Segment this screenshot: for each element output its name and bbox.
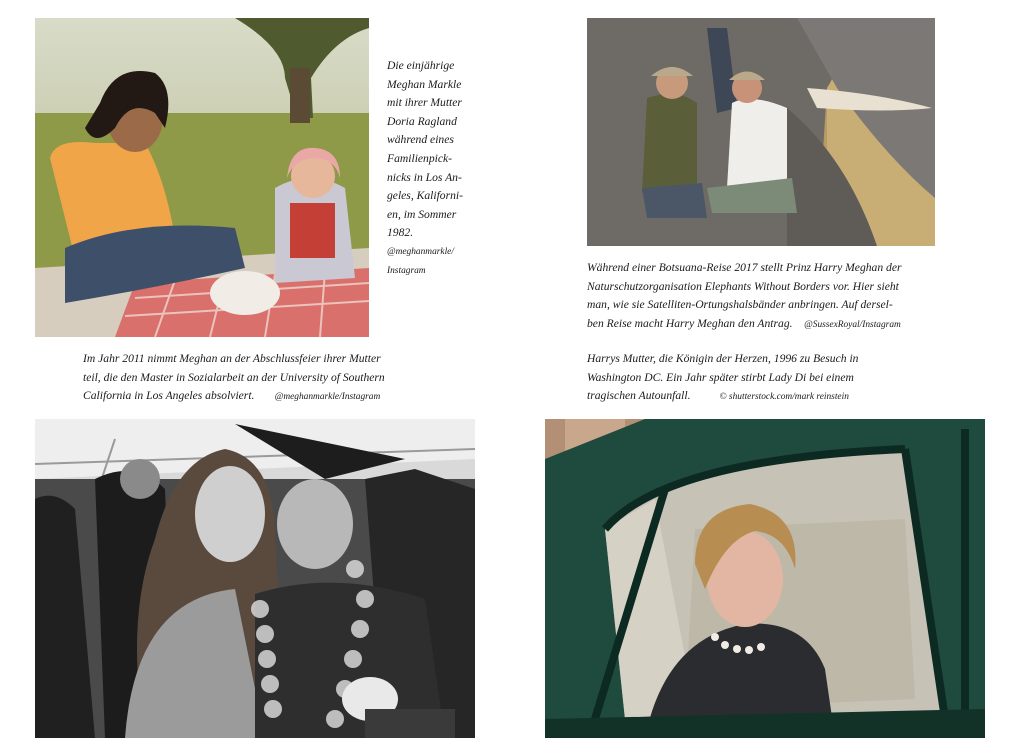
graduation-photo [35,419,475,738]
photo-credit: @meghanmarkle/Instagram [274,392,381,403]
caption-line: Doria Ragland [387,114,457,128]
caption-line [83,387,433,407]
caption-line: mit ihrer Mutter [387,96,462,110]
caption-line: Harrys Mutter, die Königin der Herzen, 1996 zu Besuch in [587,352,859,365]
caption-text: ben Reise macht Harry Meghan den Antrag. [587,316,793,330]
caption-line: en, im Sommer [387,207,457,221]
caption-line: während eines [387,133,454,147]
caption-line: Naturschutzorganisation Elephants Without Borders vor. Hier sieht [587,279,899,293]
caption-line: geles, Kaliforni- [387,189,463,203]
diana-photo [545,419,985,738]
graduation-caption [83,350,433,407]
photo-credit: @meghanmarkle/ [387,246,454,257]
caption-line: nicks in Los An- [387,170,462,184]
caption-text: tragischen Autounfall. [587,389,691,403]
diana-caption [587,350,917,407]
caption-line: Im Jahr 2011 nimmt Meghan an der Abschlussfeier ihrer Mutter [83,352,381,365]
photo-credit: Instagram [387,265,426,276]
caption-line: man, wie sie Satelliten-Ortungshalsbänder anbringen. Auf dersel- [587,298,893,312]
caption-line: Washington DC. Ein Jahr später stirbt Lady Di bei einem [587,370,854,384]
caption-line: Meghan Markle [387,77,462,91]
picnic-photo [35,18,369,337]
caption-line: teil, die den Master in Sozialarbeit an der University of Southern [83,370,385,384]
caption-line: Die einjährige [387,59,455,72]
caption-line [587,315,947,335]
caption-text: California in Los Angeles absolviert. [83,389,255,403]
photo-credit: © shutterstock.com/mark reinstein [719,392,849,403]
photo-credit: @SussexRoyal/Instagram [804,319,901,330]
elephant-caption [587,259,947,334]
caption-line [587,387,917,407]
caption-line: Familienpick- [387,151,453,165]
picnic-caption [387,57,487,280]
caption-line: 1982. [387,226,414,240]
caption-line: Während einer Botsuana-Reise 2017 stellt Prinz Harry Meghan der [587,261,902,274]
elephant-photo [587,18,935,246]
